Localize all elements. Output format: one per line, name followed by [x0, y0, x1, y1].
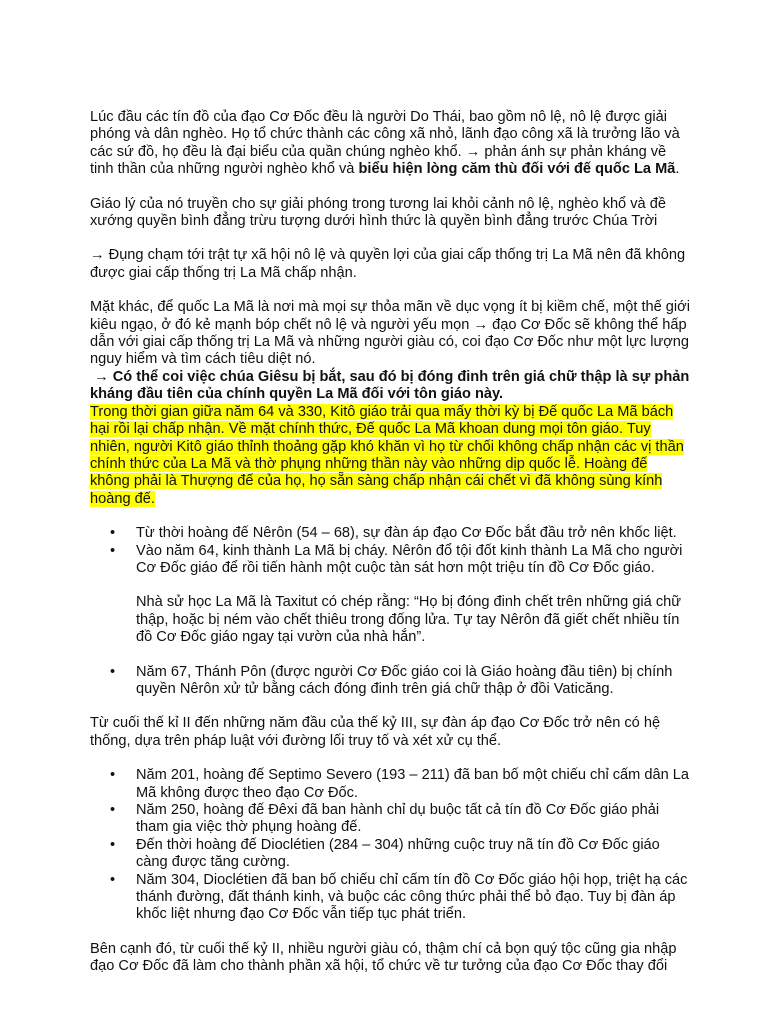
highlighted-text: Trong thời gian giữa năm 64 và 330, Kitô giáo trải qua mấy thời kỳ bị Đế quốc La Mã bách hại rồi lại chấp nhận. Về mặt chính thức, Đế quốc La Mã khoan dung mọi tôn giáo. Tuy nhiên, người Kitô giáo thỉnh thoảng gặp khó khăn vì họ từ chối không chấp nhận các vị thần chính thức của La Mã và thờ phụng những thần này vào những dịp quốc lễ. Hoàng đế không phải là Thượng đế của họ, họ sẵn sàng chấp nhận cái chết vì đã không sùng kính hoàng đế. [90, 403, 684, 507]
list-item: • Đến thời hoàng đế Dioclétien (284 – 304) những cuộc truy nã tín đồ Cơ Đốc giáo càng được tăng cường. [110, 836, 660, 871]
document-body [90, 109, 690, 976]
bullet-icon: • [110, 767, 116, 784]
bullet-list-2 [90, 767, 690, 924]
bullet-icon: • [110, 542, 116, 559]
bullet-icon: • [110, 802, 116, 818]
bullet-icon: • [110, 871, 116, 888]
historian-quote: Nhà sử học La Mã là Taxitut có chép rằng: “Họ bị đóng đinh chết trên những giá chữ thập, hoặc bị ném vào chết thiêu trong đống lửa. Tự tay Nêrôn đã giết chết nhiều tín đồ Cơ Đốc giáo ngay tại vườn của nhà hắn”. [136, 594, 682, 646]
list-item: • Năm 304, Dioclétien đã ban bố chiếu chỉ cấm tín đồ Cơ Đốc giáo hội họp, triệt hạ các thánh đường, đất thánh kinh, và buộc các công thức phải thể bỏ đạo. Tuy bị đàn áp khốc liệt nhưng đạo Cơ Đốc vẫn tiếp tục phát triển. [110, 871, 688, 923]
list-item: • Năm 201, hoàng đế Septimo Severo (193 – 211) đã ban bố một chiếu chỉ cấm dân La Mã không được theo đạo Cơ Đốc. [110, 767, 690, 801]
paragraph-5 [90, 369, 690, 404]
list-item: • Năm 67, Thánh Pôn (được người Cơ Đốc giáo coi là Giáo hoàng đầu tiên) bị chính quyền Nêrôn xử tử bằng cách đóng đinh trên giá chữ thập ở đồi Vaticăng. [110, 663, 673, 697]
bullet-icon: • [110, 663, 116, 680]
list-item: • Năm 250, hoàng đế Đêxi đã ban hành chỉ dụ buộc tất cả tín đồ Cơ Đốc giáo phải tham gia việc thờ phụng hoàng đế. [110, 802, 660, 836]
paragraph-4: Mặt khác, để quốc La Mã là nơi mà mọi sự thỏa mãn về dục vọng ít bị kiềm chế, một thế giới kiêu ngạo, ở đó kẻ mạnh bóp chết nô lệ và người yếu mọn → đạo Cơ Đốc sẽ không thể hấp dẫn với giai cấp thống trị La Mã và những người giàu có, coi đạo Cơ Đốc như một lực lượng nguy hiểm và tìm cách tiêu diệt nó. [90, 299, 690, 368]
bold-phrase: biểu hiện lòng căm thù đối với đế quốc La Mã [358, 161, 676, 178]
paragraph-text: Lúc đầu các tín đồ của đạo Cơ Đốc đều là người Do Thái, bao gồm nô lệ, nô lệ được giải phóng và dân nghèo. Họ tổ chức thành các công xã nhỏ, lãnh đạo công xã là trưởng lão và các sứ đồ, họ đều là đại biểu của quần chúng nghèo khổ. → phản ánh sự phản kháng về tinh thần của những người nghèo khổ và [90, 109, 680, 178]
bullet-icon: • [110, 836, 116, 853]
list-item: • Từ thời hoàng đế Nêrôn (54 – 68), sự đàn áp đạo Cơ Đốc bắt đầu trở nên khốc liệt. [110, 525, 677, 542]
highlighted-paragraph [90, 404, 690, 508]
paragraph-7: Từ cuối thế kỉ II đến những năm đầu của thế kỷ III, sự đàn áp đạo Cơ Đốc trở nên có hệ thống, dựa trên pháp luật với đường lối truy tố và xét xử cụ thể. [90, 715, 661, 749]
bold-statement: Có thể coi việc chúa Giêsu bị bắt, sau đó bị đóng đinh trên giá chữ thập là sự phản kháng đầu tiên của chính quyền La Mã đối với tôn giáo này. [90, 368, 690, 403]
bullet-list-1 [90, 525, 690, 577]
arrow-symbol: → [94, 368, 113, 385]
paragraph-end: . [675, 161, 680, 178]
bullet-icon: • [110, 525, 116, 542]
list-item: • Vào năm 64, kinh thành La Mã bị cháy. Nêrôn đổ tội đốt kinh thành La Mã cho người Cơ Đốc giáo để rồi tiến hành một cuộc tàn sát hơn một triệu tín đồ Cơ Đốc giáo. [110, 542, 683, 576]
paragraph-2: Giáo lý của nó truyền cho sự giải phóng trong tương lai khỏi cảnh nô lệ, nghèo khổ và đề xướng quyền bình đẳng trừu tượng dưới hình thức là quyền bình đẳng trước Chúa Trời [90, 195, 666, 230]
bullet-list-1b [90, 664, 690, 699]
paragraph-8: Bên cạnh đó, từ cuối thế kỷ II, nhiều người giàu có, thậm chí cả bọn quý tộc cũng gia nhập đạo Cơ Đốc đã làm cho thành phần xã hội, tổ chức về tư tưởng của đạo Cơ Đốc thay đổi [90, 940, 677, 975]
paragraph-3: → Đụng chạm tới trật tự xã hội nô lệ và quyền lợi của giai cấp thống trị La Mã nên đã không được giai cấp thống trị La Mã chấp nhận. [90, 247, 686, 281]
paragraph-1 [90, 109, 690, 179]
